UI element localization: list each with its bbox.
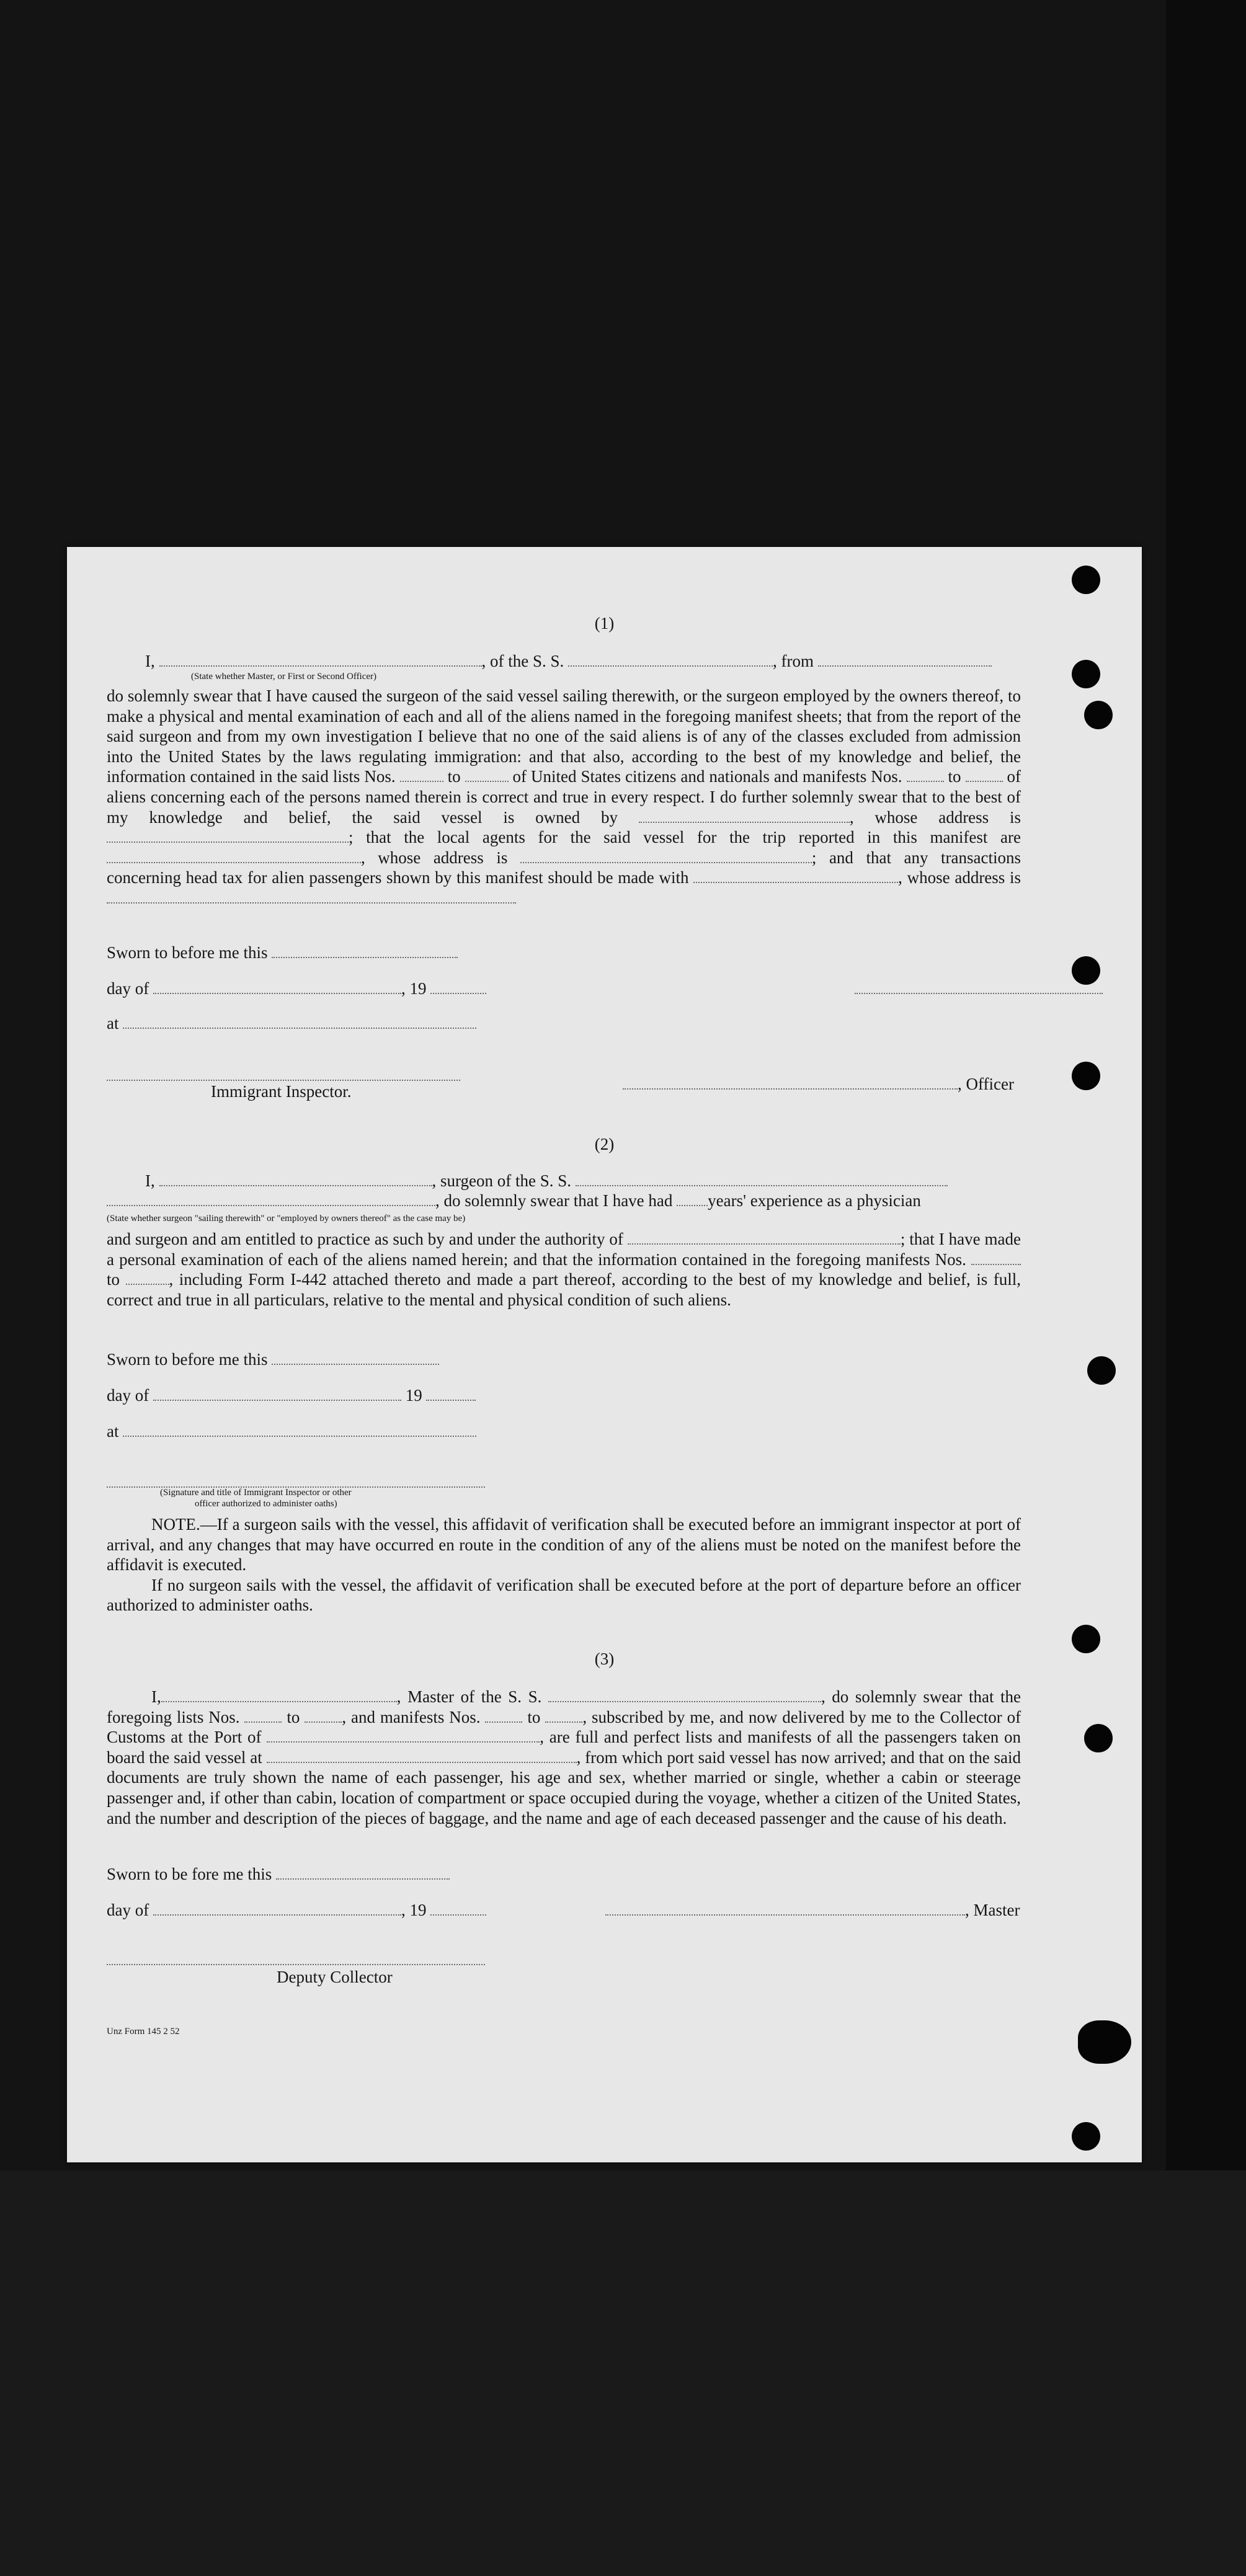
punch-hole-icon bbox=[1078, 2020, 1131, 2064]
departure-port-field[interactable] bbox=[818, 652, 992, 667]
punch-hole-icon bbox=[1087, 1356, 1116, 1385]
officer-signature-line-top bbox=[855, 979, 1103, 999]
master-signature-line: , Master bbox=[605, 1900, 1020, 1921]
form-number: Unz Form 145 2 52 bbox=[107, 2027, 180, 2036]
section-2-sworn: Sworn to before me this bbox=[107, 1349, 439, 1370]
section-3-day-of: day of , 19 bbox=[107, 1900, 486, 1921]
note-paragraph-2: If no surgeon sails with the vessel, the affidavit of verification shall be executed before at the port of departure before an officer authorized to administer oaths. bbox=[107, 1575, 1021, 1615]
section-2-body: and surgeon and am entitled to practice as such by and under the authority of ; that I have made a personal examination of each of the aliens named herein; and that the information contained in the foregoing manifests Nos. to , including Form I-442 attached thereto and made a part thereof, according to the best of my knowledge and belief, is full, correct and true in all particulars, relative to the mental and physical condition of such aliens. bbox=[107, 1230, 1021, 1309]
punch-hole-icon bbox=[1072, 660, 1100, 688]
note-block bbox=[107, 1514, 1021, 1615]
day-field-2[interactable] bbox=[153, 1386, 401, 1401]
note-paragraph-1: NOTE.—If a surgeon sails with the vessel, this affidavit of verification shall be executed before an immigrant inspector at port of arrival, and any changes that may have occurred en route in the condition of any of the aliens must be noted on the manifest before the affidavit is executed. bbox=[107, 1515, 1021, 1574]
signature-hint-1: (Signature and title of Immigrant Inspector or other bbox=[160, 1488, 352, 1498]
day-field[interactable] bbox=[153, 979, 401, 994]
punch-hole-icon bbox=[1084, 701, 1113, 729]
section-1-line-1: I, , of the S. S. , from bbox=[145, 651, 992, 672]
punch-hole-icon bbox=[1072, 2122, 1100, 2151]
section-3-body: I, , Master of the S. S. , do solemnly swear that the foregoing lists Nos. to , and manifests Nos. to , subscribed by me, and now delivered by me to the Collector of Customs at the Port of , are full and perfect lists and manifests of all the passengers taken on board the said vessel at , from which port said vessel has now arrived; and that on the said documents are truly shown the name of each passenger, his age and sex, whether married or single, whether a cabin or steerage passenger and, if other than cabin, location of compartment or space occupied during the voyage, whether a citizen of the United States, and the number and description of the pieces of baggage, and the name and age of each deceased passenger and the cause of his death. bbox=[107, 1687, 1021, 1828]
section-3-sworn: Sworn to be fore me this bbox=[107, 1864, 450, 1885]
section-2-at: at bbox=[107, 1421, 476, 1442]
sworn-date-field[interactable] bbox=[272, 943, 458, 958]
year-field-2[interactable] bbox=[426, 1386, 476, 1401]
punch-hole-icon bbox=[1072, 566, 1100, 594]
scan-border-bottom bbox=[0, 2170, 1246, 2576]
officer-signature-line: , Officer bbox=[623, 1074, 1014, 1095]
affidavit-page bbox=[67, 547, 1142, 2162]
officer-hint: (State whether Master, or First or Second Officer) bbox=[191, 672, 377, 682]
section-1-day-of: day of , 19 bbox=[107, 979, 486, 999]
section-2-day-of: day of 19 bbox=[107, 1385, 476, 1406]
section-1-number: (1) bbox=[594, 614, 615, 633]
punch-hole-icon bbox=[1084, 1724, 1113, 1752]
section-2-line-2: , do solemnly swear that I have had years' experience as a physician bbox=[107, 1191, 921, 1211]
section-2-line-1: I, , surgeon of the S. S. bbox=[145, 1171, 948, 1191]
punch-hole-icon bbox=[1072, 1062, 1100, 1090]
section-3-number: (3) bbox=[594, 1650, 615, 1668]
years-field[interactable] bbox=[677, 1191, 708, 1206]
place-field[interactable] bbox=[123, 1014, 476, 1029]
vessel-name-field[interactable] bbox=[568, 652, 773, 667]
immigrant-inspector-label: Immigrant Inspector. bbox=[211, 1082, 352, 1101]
place-field-2[interactable] bbox=[123, 1422, 476, 1437]
section-2-number: (2) bbox=[594, 1135, 615, 1153]
day-field-3[interactable] bbox=[153, 1901, 401, 1916]
surgeon-hint: (State whether surgeon "sailing therewith" or "employed by owners thereof" as the case may be) bbox=[107, 1214, 466, 1224]
year-field-3[interactable] bbox=[430, 1901, 486, 1916]
surgeon-name-field[interactable] bbox=[159, 1171, 432, 1186]
section-1-body: do solemnly swear that I have caused the surgeon of the said vessel sailing therewith, or the surgeon employed by the owners thereof, to make a physical and mental examination of each and all of the aliens named in the foregoing manifest sheets; that from the report of the said surgeon and from my own investigation I believe that no one of the said aliens is of any of the classes excluded from admission into the United States by the laws regulating immigration: and that also, according to the best of my knowledge and belief, the information contained in the said lists Nos. to of United States citizens and nationals and manifests Nos. to of aliens concerning each of the persons named therein is correct and true in every respect. I do further solemnly swear that to the best of my knowledge and belief, the said vessel is owned by , whose address is ; that the local agents for the said vessel for the trip reported in this manifest are , whose address is ; and that any transactions concerning head tax for alien passengers shown by this manifest should be made with , whose address is bbox=[107, 686, 1021, 908]
sworn-date-field-2[interactable] bbox=[272, 1350, 439, 1365]
surgeon-vessel-field[interactable] bbox=[576, 1171, 948, 1186]
signature-hint-2: officer authorized to administer oaths) bbox=[195, 1499, 337, 1509]
officer-name-field[interactable] bbox=[159, 652, 482, 667]
year-field[interactable] bbox=[430, 979, 486, 994]
deputy-collector-label: Deputy Collector bbox=[277, 1968, 393, 1986]
section-1-sworn: Sworn to before me this bbox=[107, 943, 458, 963]
section-1-at: at bbox=[107, 1013, 476, 1034]
sworn-date-field-3[interactable] bbox=[276, 1865, 450, 1880]
